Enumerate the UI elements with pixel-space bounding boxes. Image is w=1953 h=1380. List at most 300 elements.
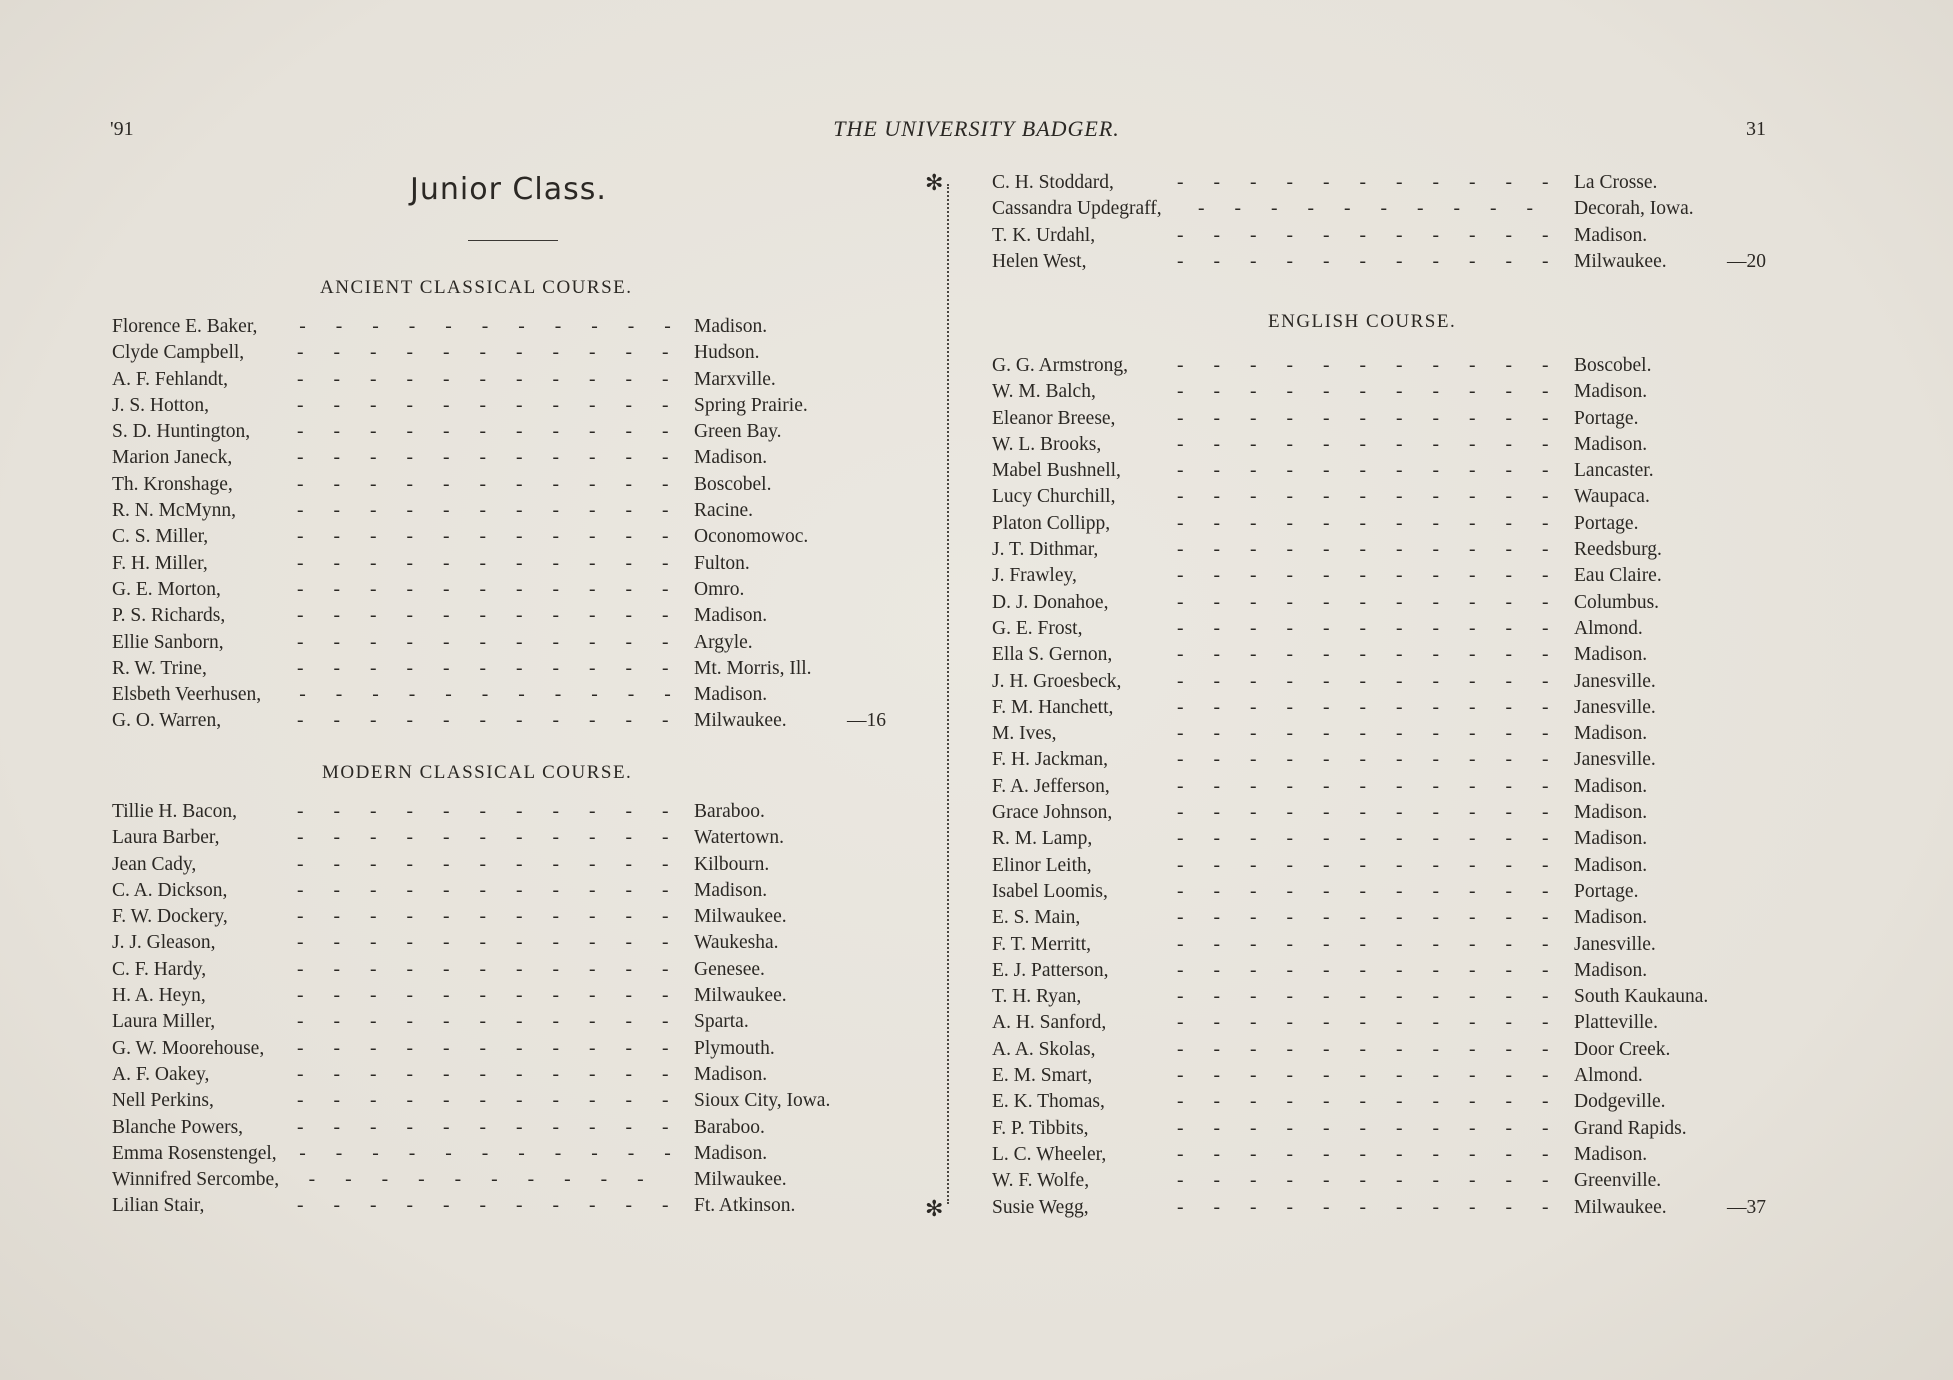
leader-dash: - <box>552 342 559 364</box>
leader-dash: - <box>527 1169 535 1191</box>
leader-dash: - <box>1396 933 1403 955</box>
leader-dash: - <box>1177 460 1184 482</box>
leader-dash: - <box>1505 644 1512 666</box>
leader-dash: - <box>479 1011 486 1033</box>
leader-dash: - <box>552 853 559 875</box>
student-name: C. H. Stoddard, <box>992 172 1114 193</box>
leader-dash: - <box>1177 644 1184 666</box>
leader-dash: - <box>1359 802 1366 824</box>
hometown: Eau Claire. <box>1574 565 1662 587</box>
leader-dash: - <box>1213 1038 1220 1060</box>
section-total: —20 <box>1727 250 1766 272</box>
leader-dash: - <box>479 932 486 954</box>
leader-dash: - <box>1213 670 1220 692</box>
hometown: Racine. <box>694 500 754 522</box>
hometown: Spring Prairie. <box>694 394 808 416</box>
leader-dash: - <box>370 906 377 928</box>
leader-dash: - <box>552 394 559 416</box>
column-divider <box>947 184 949 1204</box>
leader-dash: - <box>1323 1012 1330 1034</box>
leader-dash: - <box>1359 723 1366 745</box>
leader-dash: - <box>1505 1065 1512 1087</box>
leader-dash: - <box>516 631 523 653</box>
leader-dash: - <box>1323 407 1330 429</box>
leader-dash: - <box>481 684 489 706</box>
leader-dash: - <box>370 1037 377 1059</box>
student-name: P. S. Richards, <box>112 605 226 627</box>
leader-dash: - <box>406 906 413 928</box>
leader-dash: - <box>333 801 340 822</box>
hometown: Milwaukee. <box>1574 1196 1667 1218</box>
leader-dash: - <box>516 368 523 390</box>
leader-dash: - <box>297 1090 304 1112</box>
leader-dash: - <box>1177 1196 1184 1218</box>
leader-dash: - <box>406 394 413 416</box>
leader-dash: - <box>443 801 450 822</box>
leader-dash: - <box>1396 1117 1403 1139</box>
leader-dash: - <box>1177 250 1184 272</box>
leader-dash: - <box>1250 854 1257 876</box>
leader-dash: - <box>1213 1091 1220 1113</box>
leader-dash: - <box>1505 749 1512 771</box>
student-name: A. F. Fehlandt, <box>112 368 228 390</box>
leader-dash: - <box>479 657 486 679</box>
leader-dash: - <box>1213 723 1220 745</box>
leader-dash: - <box>345 1169 352 1191</box>
leader-dash: - <box>1505 355 1512 376</box>
leader-dash: - <box>589 421 596 443</box>
student-name: Laura Miller, <box>112 1011 216 1033</box>
student-name: D. J. Donahoe, <box>992 591 1109 613</box>
student-name: R. N. McMynn, <box>112 500 237 522</box>
leader-dash: - <box>1213 828 1220 850</box>
hometown: Hudson. <box>694 342 760 364</box>
student-name: R. W. Trine, <box>112 657 207 679</box>
leader-dash: - <box>1542 880 1549 902</box>
leader-dash: - <box>552 932 559 954</box>
leader-dash: - <box>1177 933 1184 955</box>
leader-dash: - <box>406 1063 413 1085</box>
leader-dash: - <box>516 342 523 364</box>
student-name: F. H. Jackman, <box>992 749 1108 771</box>
leader-dash: - <box>1469 460 1476 482</box>
leader-dash: - <box>1323 723 1330 745</box>
leader-dash: - <box>1359 1012 1366 1034</box>
leader-dash: - <box>1177 355 1184 376</box>
leader-dash: - <box>589 879 596 901</box>
leader-dash: - <box>625 394 632 416</box>
leader-dash: - <box>297 552 304 574</box>
leader-dash: - <box>589 473 596 495</box>
leader-dash: - <box>1177 880 1184 902</box>
hometown: Madison. <box>1574 959 1648 981</box>
leader-dash: - <box>370 421 377 443</box>
leader-dash: - <box>408 684 416 706</box>
leader-dash: - <box>516 1090 523 1112</box>
leader-dash: - <box>1432 1038 1439 1060</box>
hometown: Genesee. <box>694 958 765 980</box>
leader-dash: - <box>1469 486 1476 508</box>
leader-dash: - <box>1286 355 1293 376</box>
leader-dash: - <box>1177 802 1184 824</box>
leader-dash: - <box>1177 565 1184 587</box>
leader-dash: - <box>625 932 632 954</box>
leader-dash: - <box>1396 381 1403 403</box>
hometown: Greenville. <box>1574 1170 1662 1192</box>
list-item <box>112 369 912 395</box>
leader-dash: - <box>297 906 304 928</box>
list-item <box>992 434 1792 460</box>
hometown: Columbus. <box>1574 591 1660 613</box>
leader-dash: - <box>443 1195 450 1217</box>
list-item <box>992 486 1792 512</box>
leader-dash: - <box>1505 539 1512 561</box>
leader-dash: - <box>552 447 559 469</box>
leader-dash: - <box>516 879 523 901</box>
leader-dash: - <box>1505 617 1512 639</box>
leader-dash: - <box>406 605 413 627</box>
leader-dash: - <box>297 368 304 390</box>
list-item <box>112 632 912 658</box>
leader-dash: - <box>1250 617 1257 639</box>
list-item <box>992 881 1792 907</box>
student-name: A. H. Sanford, <box>992 1012 1107 1034</box>
leader-dash: - <box>297 631 304 653</box>
hometown: Dodgeville. <box>1574 1091 1666 1113</box>
leader-dash: - <box>370 1116 377 1138</box>
leader-dash: - <box>662 801 669 822</box>
leader-dash: - <box>370 552 377 574</box>
leader-dash: - <box>625 853 632 875</box>
leader-dash: - <box>479 394 486 416</box>
leader-dash: - <box>1323 172 1330 193</box>
leader-dash: - <box>372 316 379 337</box>
leader-dash: - <box>1250 486 1257 508</box>
leader-dash: - <box>1432 670 1439 692</box>
leader-dash: - <box>297 985 304 1007</box>
leader-dash: - <box>1177 696 1184 718</box>
leader-dash: - <box>372 1142 379 1164</box>
hometown: Boscobel. <box>694 473 772 495</box>
hometown: Madison. <box>1574 381 1648 403</box>
leader-dash: - <box>516 526 523 548</box>
leader-dash: - <box>443 1090 450 1112</box>
leader-dash: - <box>333 1037 340 1059</box>
leader-dash: - <box>1542 407 1549 429</box>
student-name: C. S. Miller, <box>112 526 209 548</box>
leader-dash: - <box>1213 749 1220 771</box>
leader-dash: - <box>1469 1065 1476 1087</box>
leader-dash: - <box>1250 172 1257 193</box>
leader-dash: - <box>443 500 450 522</box>
leader-dash: - <box>406 473 413 495</box>
leader-dash: - <box>552 578 559 600</box>
leader-dash: - <box>518 316 525 337</box>
leader-dash: - <box>1396 591 1403 613</box>
list-item <box>112 1064 912 1090</box>
leader-dash: - <box>1177 172 1184 193</box>
hometown: Madison. <box>1574 224 1648 246</box>
leader-dash: - <box>516 500 523 522</box>
leader-dash: - <box>1213 224 1220 246</box>
leader-dash: - <box>481 1142 489 1164</box>
leader-dash: - <box>1323 828 1330 850</box>
leader-dash: - <box>479 801 486 822</box>
list-item <box>992 513 1792 539</box>
list-item <box>112 1011 912 1037</box>
list-item <box>112 1090 912 1116</box>
leader-dash: - <box>1359 381 1366 403</box>
leader-dash: - <box>1396 670 1403 692</box>
list-item <box>992 986 1792 1012</box>
leader-dash: - <box>1542 355 1549 376</box>
leader-dash: - <box>516 710 523 732</box>
leader-dash: - <box>1250 539 1257 561</box>
leader-dash: - <box>516 1037 523 1059</box>
list-item <box>112 579 912 605</box>
leader-dash: - <box>1432 959 1439 981</box>
leader-dash: - <box>625 473 632 495</box>
leader-dash: - <box>1469 565 1476 587</box>
leader-dash: - <box>1177 512 1184 534</box>
leader-dash: - <box>297 1063 304 1085</box>
leader-dash: - <box>662 552 669 574</box>
leader-dash: - <box>1323 1038 1330 1060</box>
leader-dash: - <box>1286 1117 1293 1139</box>
leader-dash: - <box>516 906 523 928</box>
leader-dash: - <box>1505 907 1512 929</box>
leader-dash: - <box>1286 1065 1293 1087</box>
leader-dash: - <box>1286 381 1293 403</box>
leader-dash: - <box>1505 1117 1512 1139</box>
leader-dash: - <box>370 342 377 364</box>
ornament-bottom-icon: ✻ <box>925 1196 944 1221</box>
leader-dash: - <box>1469 907 1476 929</box>
list-item <box>112 959 912 985</box>
leader-dash: - <box>662 906 669 928</box>
leader-dash: - <box>1542 1038 1549 1060</box>
leader-dash: - <box>1432 539 1439 561</box>
leader-dash: - <box>1213 512 1220 534</box>
leader-dash: - <box>516 1195 523 1217</box>
leader-dash: - <box>333 473 340 495</box>
leader-dash: - <box>1396 250 1403 272</box>
student-name: Cassandra Updegraff, <box>992 198 1162 220</box>
student-name: Jean Cady, <box>112 853 197 875</box>
leader-dash: - <box>443 394 450 416</box>
leader-dash: - <box>1542 460 1549 482</box>
leader-dash: - <box>1286 775 1293 797</box>
leader-dash: - <box>516 1063 523 1085</box>
leader-dash: - <box>1396 723 1403 745</box>
leader-dash: - <box>1396 565 1403 587</box>
leader-dash: - <box>443 958 450 980</box>
leader-dash: - <box>552 710 559 732</box>
leader-dash: - <box>516 932 523 954</box>
leader-dash: - <box>1250 880 1257 902</box>
leader-dash: - <box>1250 986 1257 1008</box>
leader-dash: - <box>591 1142 598 1164</box>
leader-dash: - <box>333 578 340 600</box>
leader-dash: - <box>1396 644 1403 666</box>
leader-dash: - <box>1526 198 1533 220</box>
leader-dash: - <box>1250 907 1257 929</box>
leader-dash: - <box>1432 828 1439 850</box>
leader-dash: - <box>1469 1170 1476 1192</box>
leader-dash: - <box>1286 828 1293 850</box>
leader-dash: - <box>625 1011 632 1033</box>
leader-dash: - <box>1542 749 1549 771</box>
leader-dash: - <box>1432 1091 1439 1113</box>
hometown: Marxville. <box>694 368 776 390</box>
leader-dash: - <box>406 526 413 548</box>
leader-dash: - <box>1396 224 1403 246</box>
list-item <box>112 1195 912 1221</box>
leader-dash: - <box>552 605 559 627</box>
leader-dash: - <box>481 316 489 337</box>
leader-dash: - <box>589 1195 596 1217</box>
leader-dash: - <box>1505 1143 1512 1165</box>
leader-dash: - <box>1177 723 1184 745</box>
hometown: Plymouth. <box>694 1037 775 1059</box>
leader-dash: - <box>1396 460 1403 482</box>
leader-dash: - <box>406 958 413 980</box>
leader-dash: - <box>1359 486 1366 508</box>
leader-dash: - <box>1396 1196 1403 1218</box>
leader-dash: - <box>1469 933 1476 955</box>
leader-dash: - <box>1177 1170 1184 1192</box>
hometown: Madison. <box>1574 723 1648 745</box>
leader-dash: - <box>1396 172 1403 193</box>
leader-dash: - <box>554 684 562 706</box>
leader-dash: - <box>589 1063 596 1085</box>
student-name: W. F. Wolfe, <box>992 1170 1090 1192</box>
leader-dash: - <box>1286 749 1293 771</box>
list-item <box>992 1091 1792 1117</box>
leader-dash: - <box>479 1063 486 1085</box>
leader-dash: - <box>1213 460 1220 482</box>
list-item <box>992 802 1792 828</box>
leader-dash: - <box>1396 1170 1403 1192</box>
english-course-list <box>992 355 1792 1223</box>
list-item <box>992 697 1792 723</box>
leader-dash: - <box>1323 1091 1330 1113</box>
leader-dash: - <box>297 932 304 954</box>
leader-dash: - <box>552 552 559 574</box>
leader-dash: - <box>370 368 377 390</box>
leader-dash: - <box>589 394 596 416</box>
leader-dash: - <box>662 605 669 627</box>
leader-dash: - <box>1396 1012 1403 1034</box>
page-title: Junior Class. <box>410 172 607 207</box>
student-name: T. H. Ryan, <box>992 986 1082 1008</box>
leader-dash: - <box>406 1116 413 1138</box>
leader-dash: - <box>370 447 377 469</box>
leader-dash: - <box>443 447 450 469</box>
leader-dash: - <box>297 1011 304 1033</box>
leader-dash: - <box>1396 355 1403 376</box>
list-item <box>992 671 1792 697</box>
leader-dash: - <box>625 342 632 364</box>
hometown: Kilbourn. <box>694 853 770 875</box>
leader-dash: - <box>1177 828 1184 850</box>
leader-dash: - <box>1432 854 1439 876</box>
leader-dash: - <box>625 1063 632 1085</box>
leader-dash: - <box>1286 565 1293 587</box>
student-name: S. D. Huntington, <box>112 421 251 443</box>
leader-dash: - <box>625 710 632 732</box>
student-name: F. A. Jefferson, <box>992 775 1110 797</box>
leader-dash: - <box>1542 696 1549 718</box>
leader-dash: - <box>1542 828 1549 850</box>
leader-dash: - <box>1323 591 1330 613</box>
leader-dash: - <box>1469 1012 1476 1034</box>
leader-dash: - <box>1213 644 1220 666</box>
leader-dash: - <box>333 447 340 469</box>
leader-dash: - <box>333 906 340 928</box>
hometown: Madison. <box>1574 644 1648 666</box>
leader-dash: - <box>1432 1065 1439 1087</box>
leader-dash: - <box>1323 539 1330 561</box>
leader-dash: - <box>516 827 523 849</box>
leader-dash: - <box>1396 512 1403 534</box>
leader-dash: - <box>1396 880 1403 902</box>
list-item <box>112 526 912 552</box>
leader-dash: - <box>589 1116 596 1138</box>
leader-dash: - <box>333 657 340 679</box>
list-item <box>112 854 912 880</box>
leader-dash: - <box>1359 407 1366 429</box>
list-item <box>992 198 1792 224</box>
list-item <box>112 447 912 473</box>
leader-dash: - <box>297 605 304 627</box>
leader-dash: - <box>1250 933 1257 955</box>
list-item <box>112 658 912 684</box>
leader-dash: - <box>589 827 596 849</box>
leader-dash: - <box>1469 1196 1476 1218</box>
leader-dash: - <box>443 605 450 627</box>
leader-dash: - <box>297 526 304 548</box>
leader-dash: - <box>1177 224 1184 246</box>
leader-dash: - <box>370 932 377 954</box>
leader-dash: - <box>1213 539 1220 561</box>
leader-dash: - <box>1542 907 1549 929</box>
leader-dash: - <box>1286 1196 1293 1218</box>
leader-dash: - <box>479 578 486 600</box>
leader-dash: - <box>1177 907 1184 929</box>
hometown: Waukesha. <box>694 932 779 954</box>
student-name: Clyde Campbell, <box>112 342 245 364</box>
list-item <box>112 710 912 736</box>
leader-dash: - <box>1505 172 1512 193</box>
leader-dash: - <box>1213 172 1220 193</box>
leader-dash: - <box>1271 198 1278 220</box>
leader-dash: - <box>1286 512 1293 534</box>
leader-dash: - <box>1359 1117 1366 1139</box>
leader-dash: - <box>1469 723 1476 745</box>
list-item <box>992 1144 1792 1170</box>
leader-dash: - <box>1359 670 1366 692</box>
hometown: Almond. <box>1574 617 1643 639</box>
leader-dash: - <box>443 985 450 1007</box>
leader-dash: - <box>625 1116 632 1138</box>
leader-dash: - <box>516 985 523 1007</box>
leader-dash: - <box>370 578 377 600</box>
student-name: L. C. Wheeler, <box>992 1143 1107 1165</box>
leader-dash: - <box>627 316 635 337</box>
leader-dash: - <box>1505 591 1512 613</box>
leader-dash: - <box>1250 828 1257 850</box>
